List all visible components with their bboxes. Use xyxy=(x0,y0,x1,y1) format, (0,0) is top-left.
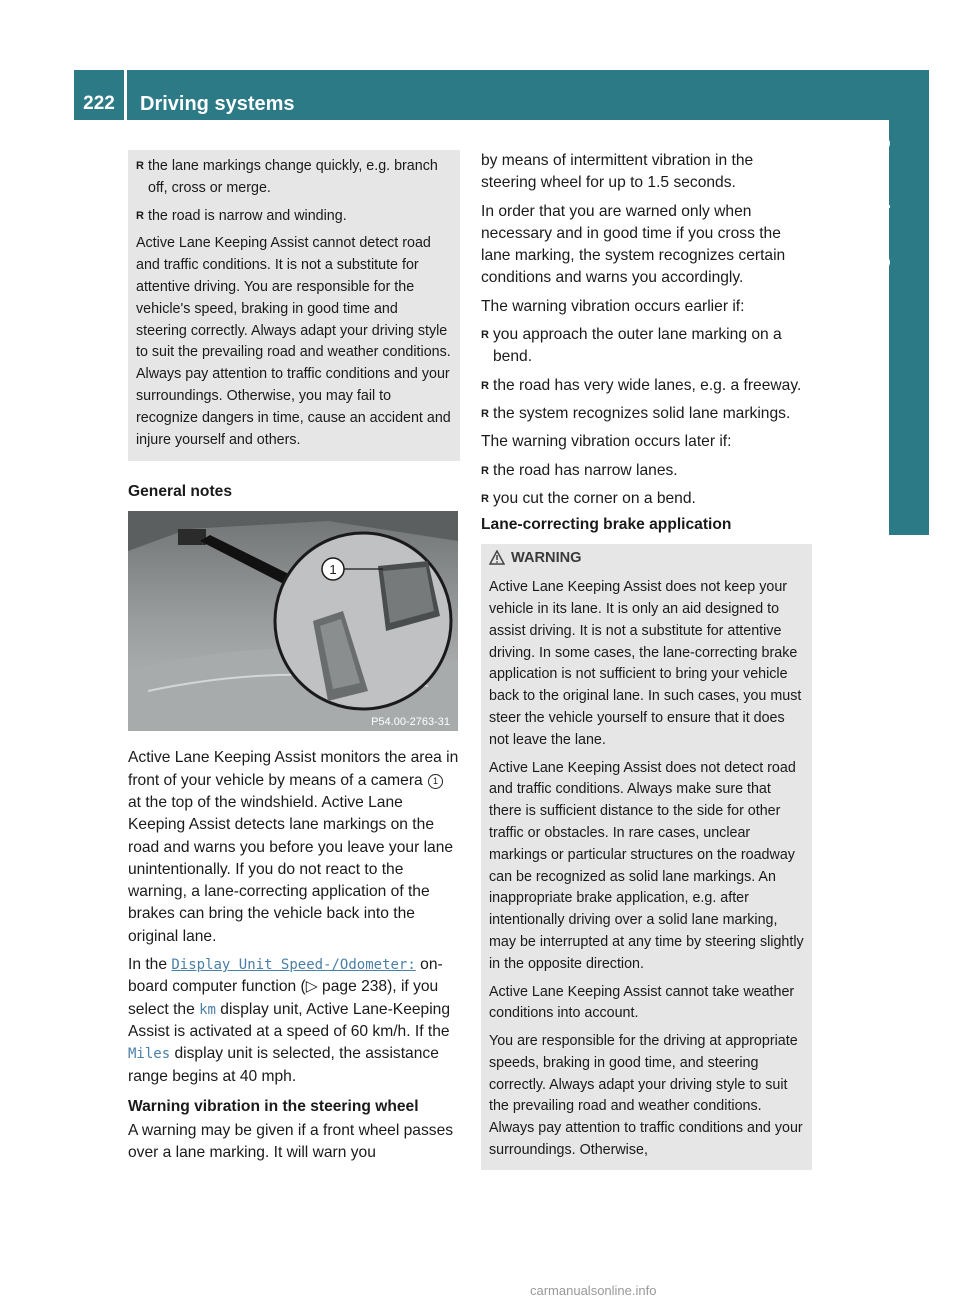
earlier-intro: The warning vibration occurs earlier if: xyxy=(481,297,745,315)
page-number: 222 xyxy=(83,93,115,114)
list-item: R the lane markings change quickly, e.g. branch off, cross or merge. xyxy=(136,158,438,196)
side-tab-label: Driving and parking xyxy=(869,137,891,325)
warning-vibration-paragraph: A warning may be given if a front wheel passes over a lane marking. It will warn you xyxy=(128,1121,454,1162)
header-divider xyxy=(124,70,127,120)
warning-title-row: WARNING xyxy=(489,550,804,569)
left-column xyxy=(128,150,460,1170)
watermark: carmanualsonline.info xyxy=(530,1283,657,1298)
warning-box xyxy=(481,544,812,1170)
list-item: R the road is narrow and winding. xyxy=(136,207,347,224)
warning-paragraph: Active Lane Keeping Assist does not detect road and traffic conditions. Always make sure that there is sufficient distance to the side for other traffic or obstacles. In rare cases, unclear markings or particular structures on the roadway can be recognized as solid lane markings. An inappropriate brake application, e.g. after intentionally driving over a solid lane marking, may be interrupted at any time by steering slightly in the opposite direction. xyxy=(489,759,804,972)
side-tab xyxy=(889,70,929,535)
caution-paragraph: Active Lane Keeping Assist cannot detect road and traffic conditions. It is not a substitute for attentive driving. You are responsible for the vehicle's speed, braking in good time and steering correctly. Always adapt your driving style to suit the prevailing road and weather conditions. Always pay attention to traffic conditions and your surroundings. Otherwise, you may fail to recognize dangers in time, cause an accident and injure yourself and others. xyxy=(136,235,451,448)
callout-1-icon: 1 xyxy=(428,774,443,789)
earlier-list xyxy=(481,324,812,425)
warning-paragraph: You are responsible for the driving at appropriate speeds, braking in good time, and steering correctly. Always adapt your driving style to suit the prevailing road and weather conditions. Always pay attention to traffic conditions and your surroundings. Otherwise, xyxy=(489,1033,803,1159)
windshield-camera-illustration xyxy=(128,511,458,731)
later-list xyxy=(481,460,812,511)
later-intro: The warning vibration occurs later if: xyxy=(481,433,732,451)
caution-box xyxy=(128,150,460,461)
conditions-paragraph: In order that you are warned only when necessary and in good time if you cross the lane marking, the system recognizes certain conditions and warns you accordingly. xyxy=(481,202,786,287)
general-notes-heading: General notes xyxy=(128,483,232,501)
warning-paragraph: Active Lane Keeping Assist does not keep your vehicle in its lane. It is only an aid designed to assist driving. It is not a substitute for attentive driving. In some cases, the lane-correcting brake application is not sufficient to bring your vehicle back to the original lane. In such cases, you must steer the vehicle yourself to ensure that it does not leave the lane. xyxy=(489,579,802,748)
brake-application-heading: Lane-correcting brake application xyxy=(481,516,732,534)
right-column xyxy=(481,150,812,1170)
list-item: R the road has narrow lanes. xyxy=(481,461,678,479)
camera-figure xyxy=(128,511,458,731)
activation-paragraph: In the Display Unit Speed-/Odometer: on-board computer function (▷ page 238), if you select the km display unit, Active Lane-Keeping Assist is activated at a speed of 60 km/h. If the Miles display unit is selected, the assistance range begins at 40 mph. xyxy=(128,956,451,1085)
list-item: R you approach the outer lane marking on a bend. xyxy=(481,326,782,366)
warning-triangle-icon xyxy=(489,550,505,569)
page-arrow-icon: ▷ xyxy=(305,978,318,996)
warning-paragraph: Active Lane Keeping Assist cannot take weather conditions into account. xyxy=(489,983,795,1022)
section-title: Driving systems xyxy=(140,93,295,115)
monitoring-paragraph: Active Lane Keeping Assist monitors the area in front of your vehicle by means of a camera 1 at the top of the windshield. Active Lane Keeping Assist detects lane markings on the road and warns you before you leave your lane unintentionally. If you do not react to the warning, a lane-correcting application of the brakes can bring the vehicle back into the original lane. xyxy=(128,749,459,945)
unit-miles: Miles xyxy=(128,1046,171,1063)
unit-km: km xyxy=(199,1001,216,1018)
list-item: R the system recognizes solid lane markings. xyxy=(481,404,791,422)
list-item: R the road has very wide lanes, e.g. a freeway. xyxy=(481,376,802,394)
figure-callout-label: 1 xyxy=(329,562,337,578)
warning-vibration-heading: Warning vibration in the steering wheel xyxy=(128,1097,419,1115)
vibration-paragraph: by means of intermittent vibration in the steering wheel for up to 1.5 seconds. xyxy=(481,152,754,192)
menu-item-display-unit: Display Unit Speed-/Odometer: xyxy=(171,957,416,974)
list-item: R you cut the corner on a bend. xyxy=(481,489,696,507)
figure-code: P54.00-2763-31 xyxy=(371,716,450,729)
caution-bullets xyxy=(136,156,452,227)
